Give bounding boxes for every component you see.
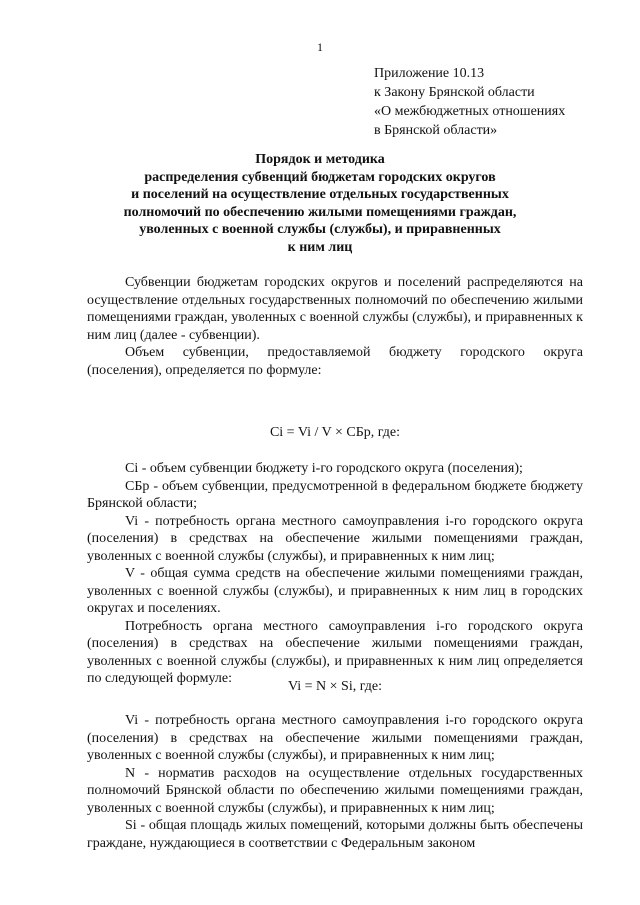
title-line: распределения субвенций бюджетам городских округов [144,169,496,185]
definition: N - норматив расходов на осуществление отдельных государственных полномочий Брянской области по обеспечению жилыми помещениями граждан, уволенных с военной службы (службы), и приравненных к ним лиц; [87,765,583,816]
definition: V - общая сумма средств на обеспечение жилыми помещениями граждан, уволенных с военной службы (службы), и приравненных к ним лиц в городских округах и поселениях. [87,566,583,616]
body-block-2 [87,460,583,688]
appendix-header [374,64,565,140]
title-line: полномочий по обеспечению жилыми помещениями граждан, [123,204,517,220]
title-line: к ним лиц [287,239,353,255]
paragraph: Потребность органа местного самоуправления i-го городского округа (поселения) в средствах на обеспечение жилыми помещениями граждан, уволенных с военной службы (службы), и приравненных к ним лиц определяется по следующей формуле: [87,618,583,686]
appendix-line: в Брянской области» [374,123,498,138]
title-line: уволенных с военной службы (службы), и приравненных [139,222,501,237]
formula-block-1 [87,424,583,442]
title-line: и поселений на осуществление отдельных государственных [131,187,509,202]
paragraph: Субвенции бюджетам городских округов и поселений распределяются на осуществление отдельных государственных полномочий по обеспечению жилыми помещениями граждан, уволенных с военной службы (службы), и приравненных к ним лиц (далее - субвенции). [87,275,583,343]
formula: Ci = Vi / V × СБр, где: [269,425,401,440]
formula-block-2 [87,678,583,696]
body-block-1 [87,274,583,379]
document-title [60,151,580,256]
body-block-3 [87,712,583,852]
title-line: Порядок и методика [255,152,385,167]
definition: Vi - потребность органа местного самоуправления i-го городского округа (поселения) в средствах на обеспечение жилыми помещениями граждан, уволенных с военной службы (службы), и приравненных к ним лиц; [87,713,583,763]
definition: СБр - объем субвенции, предусмотренной в федеральном бюджете бюджету Брянской области; [87,478,583,511]
paragraph: Объем субвенции, предоставляемой бюджету городского округа (поселения), определяется по формуле: [87,345,583,378]
appendix-line: к Закону Брянской области [374,85,535,100]
definition: Vi - потребность органа местного самоуправления i-го городского округа (поселения) в средствах на обеспечение жилыми помещениями граждан, уволенных с военной службы (службы), и приравненных к ним лиц; [87,513,583,564]
definition: Si - общая площадь жилых помещений, которыми должны быть обеспечены граждане, нуждающиеся в соответствии с Федеральным законом [87,818,583,851]
formula: Vi = N × Si, где: [287,679,382,694]
appendix-line: «О межбюджетных отношениях [374,104,566,119]
page-number: 1 [317,40,323,54]
definition: Ci - объем субвенции бюджету i-го городского округа (поселения); [125,461,523,476]
appendix-line: Приложение 10.13 [374,66,485,81]
